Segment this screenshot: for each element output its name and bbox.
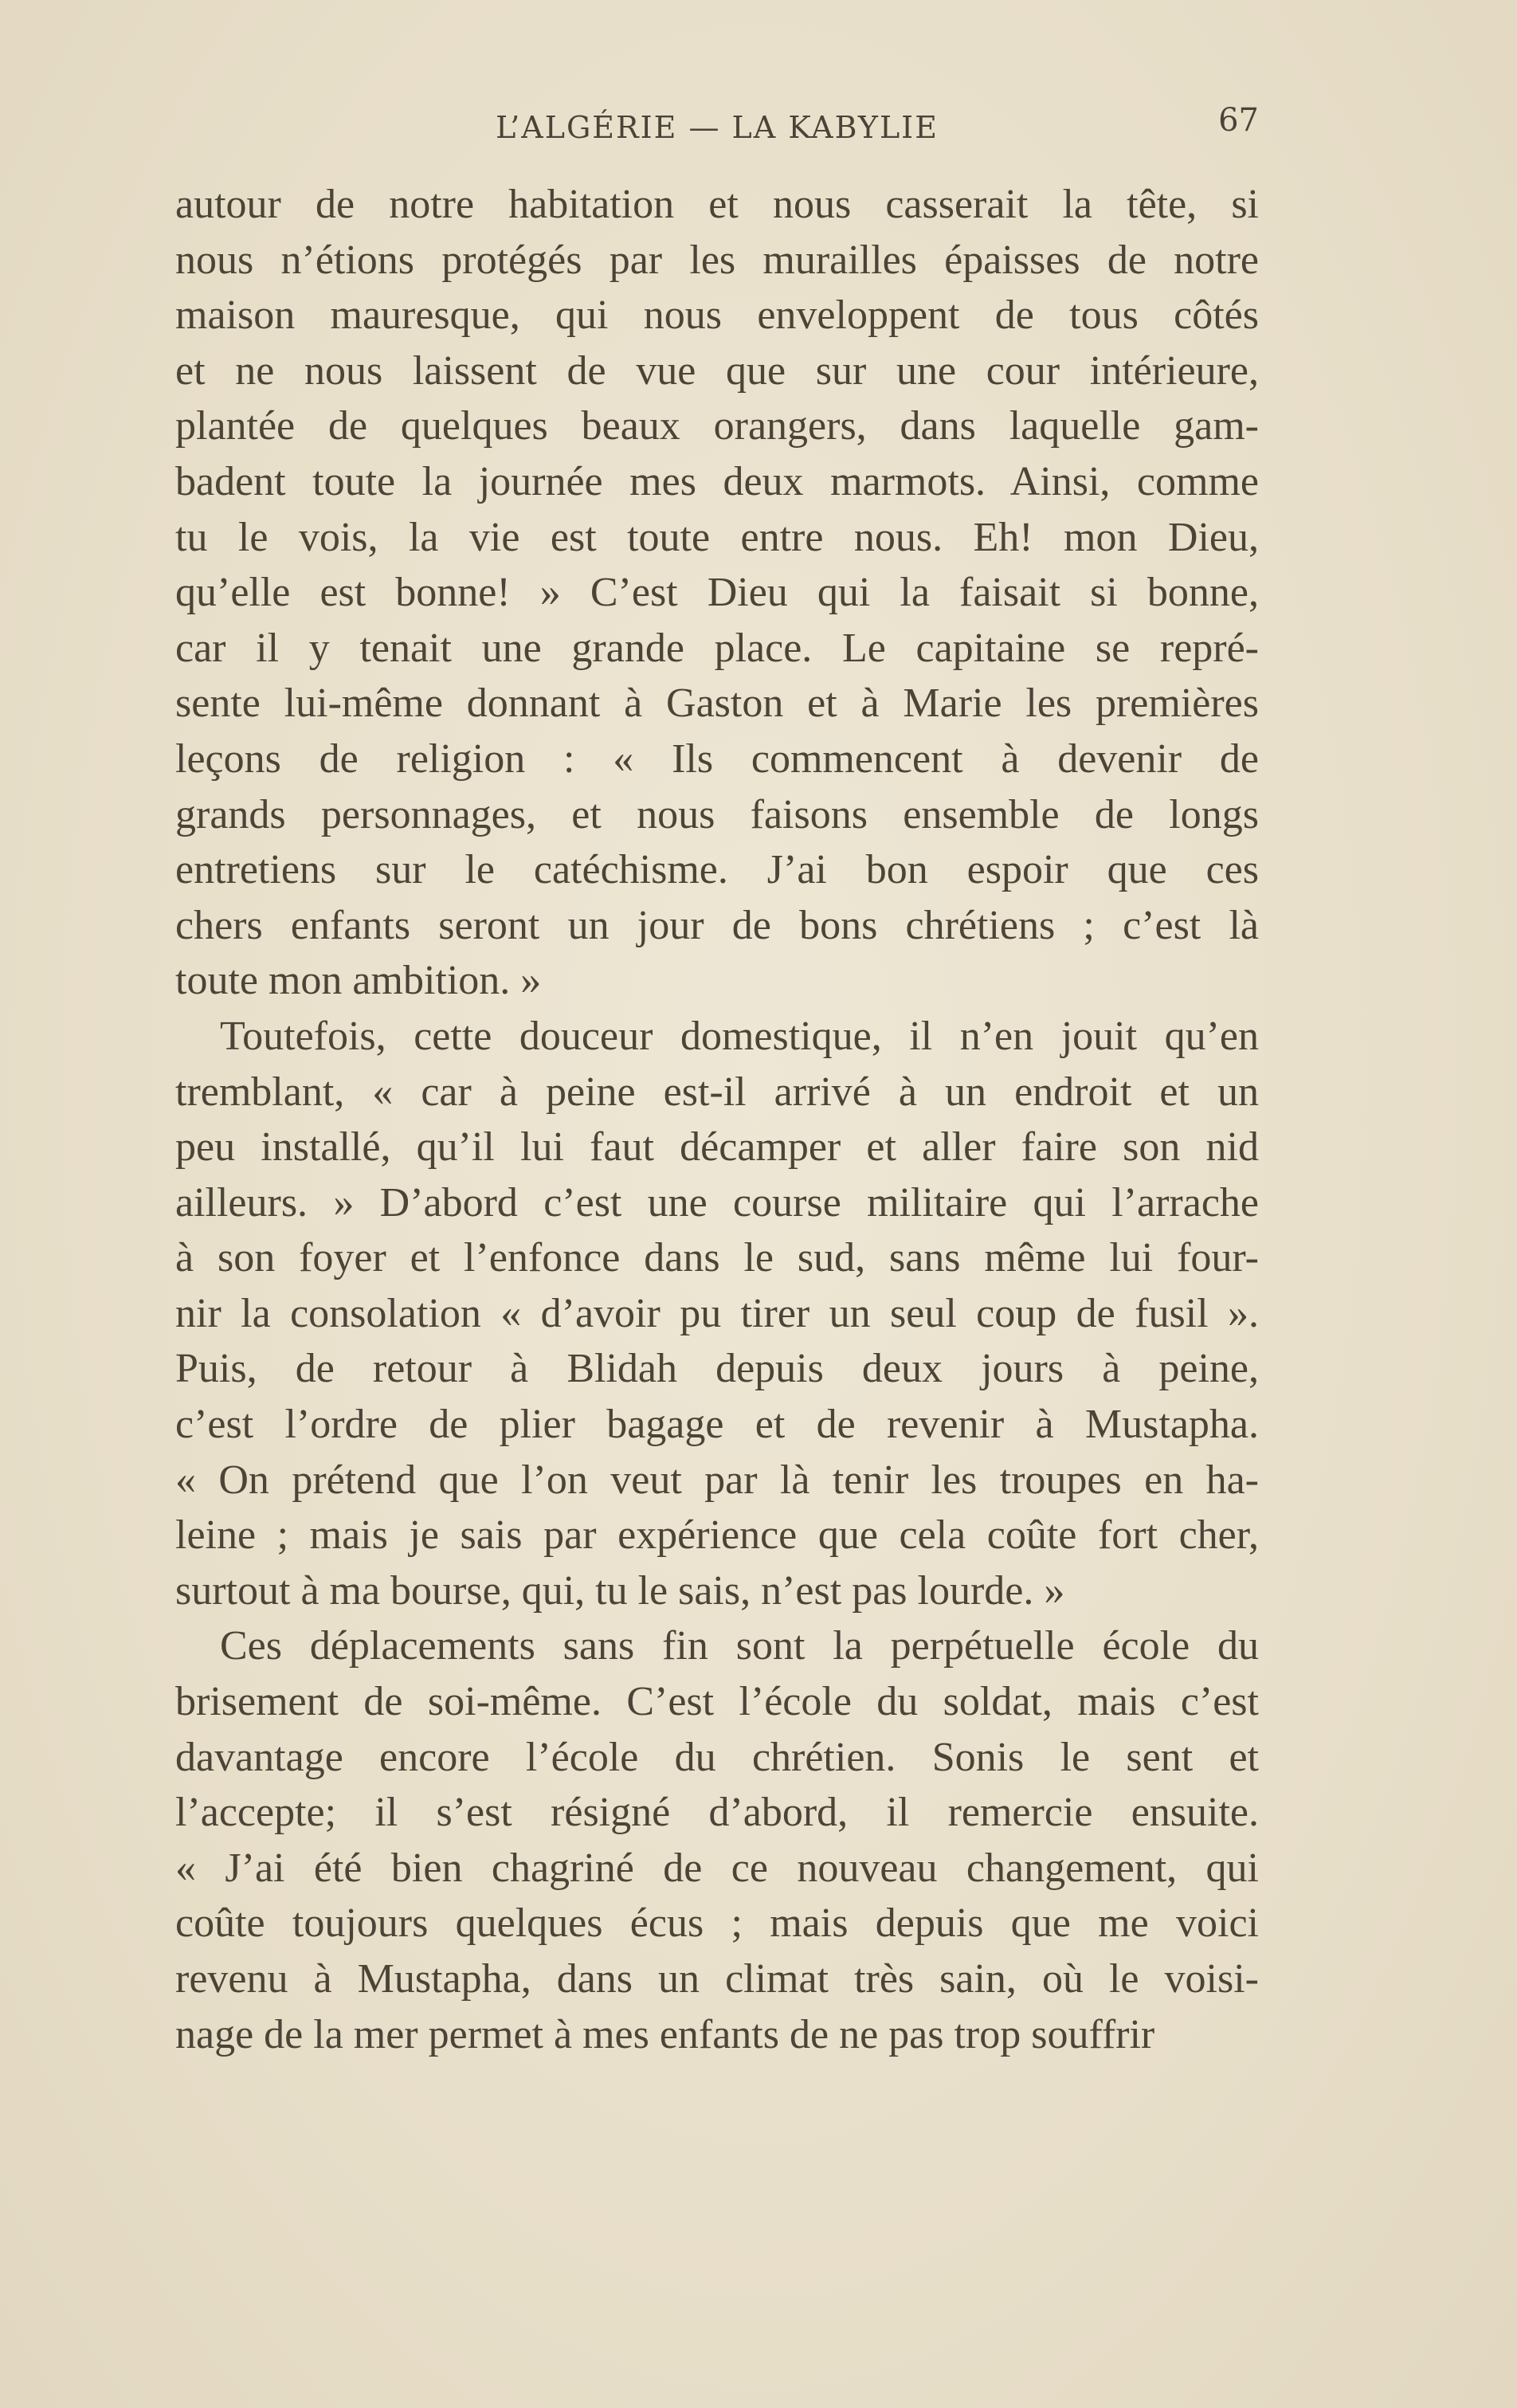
text-line: « On prétend que l’on veut par là tenir les troupes en ha- [175, 1457, 1259, 1503]
text-line: l’accepte; il s’est résigné d’abord, il remercie ensuite. [175, 1790, 1259, 1836]
text-line: leine ; mais je sais par expérience que cela coûte fort cher, [175, 1512, 1259, 1559]
text-line: sente lui-même donnant à Gaston et à Marie les premières [175, 680, 1259, 727]
text-line: chers enfants seront un jour de bons chrétiens ; c’est là [175, 902, 1259, 948]
text-line: Puis, de retour à Blidah depuis deux jours à peine, [175, 1346, 1259, 1392]
text-line: qu’elle est bonne! » C’est Dieu qui la faisait si bonne, [175, 570, 1259, 616]
text-line: nous n’étions protégés par les murailles épaisses de notre [175, 237, 1259, 283]
text-line: davantage encore l’école du chrétien. Sonis le sent et [175, 1734, 1259, 1780]
text-line: tremblant, « car à peine est-il arrivé à un endroit et un [175, 1069, 1259, 1115]
text-line: nage de la mer permet à mes enfants de ne pas trop souffrir [175, 2011, 1155, 2057]
text-line: à son foyer et l’enfonce dans le sud, sans même lui four- [175, 1235, 1259, 1281]
text-line: Ces déplacements sans fin sont la perpétuelle école du [220, 1623, 1259, 1669]
text-line: surtout à ma bourse, qui, tu le sais, n’est pas lourde. » [175, 1567, 1065, 1614]
text-line: entretiens sur le catéchisme. J’ai bon espoir que ces [175, 847, 1259, 893]
text-line: car il y tenait une grande place. Le capitaine se repré- [175, 625, 1259, 671]
text-line: badent toute la journée mes deux marmots. Ainsi, comme [175, 458, 1259, 504]
text-line: plantée de quelques beaux orangers, dans laquelle gam- [175, 403, 1259, 449]
text-line: et ne nous laissent de vue que sur une cour intérieure, [175, 347, 1259, 394]
text-line: nir la consolation « d’avoir pu tirer un seul coup de fusil ». [175, 1290, 1259, 1336]
body-text [175, 177, 1259, 2062]
text-line: revenu à Mustapha, dans un climat très sain, où le voisi- [175, 1956, 1259, 2002]
text-line: c’est l’ordre de plier bagage et de revenir à Mustapha. [175, 1402, 1259, 1448]
text-line: peu installé, qu’il lui faut décamper et aller faire son nid [175, 1124, 1259, 1171]
paragraph [175, 177, 1259, 1009]
text-line: toute mon ambition. » [175, 958, 542, 1004]
text-line: leçons de religion : « Ils commencent à devenir de [175, 735, 1259, 782]
text-line: grands personnages, et nous faisons ensemble de longs [175, 791, 1259, 837]
page-number: 67 [1218, 102, 1259, 139]
paragraph [175, 1009, 1259, 1619]
text-line: maison mauresque, qui nous enveloppent de tous côtés [175, 292, 1259, 339]
text-line: Toutefois, cette douceur domestique, il n’en jouit qu’en [220, 1013, 1259, 1059]
text-line: tu le vois, la vie est toute entre nous. Eh! mon Dieu, [175, 514, 1259, 560]
running-head [175, 102, 1259, 158]
text-line: ailleurs. » D’abord c’est une course militaire qui l’arrache [175, 1179, 1259, 1226]
running-title: L’ALGÉRIE — LA KABYLIE [496, 110, 939, 145]
text-line: brisement de soi-même. C’est l’école du soldat, mais c’est [175, 1679, 1259, 1725]
paragraph [175, 1618, 1259, 2062]
text-line: autour de notre habitation et nous casserait la tête, si [175, 182, 1259, 227]
text-line: « J’ai été bien chagriné de ce nouveau changement, qui [175, 1845, 1259, 1891]
text-line: coûte toujours quelques écus ; mais depuis que me voici [175, 1900, 1259, 1947]
